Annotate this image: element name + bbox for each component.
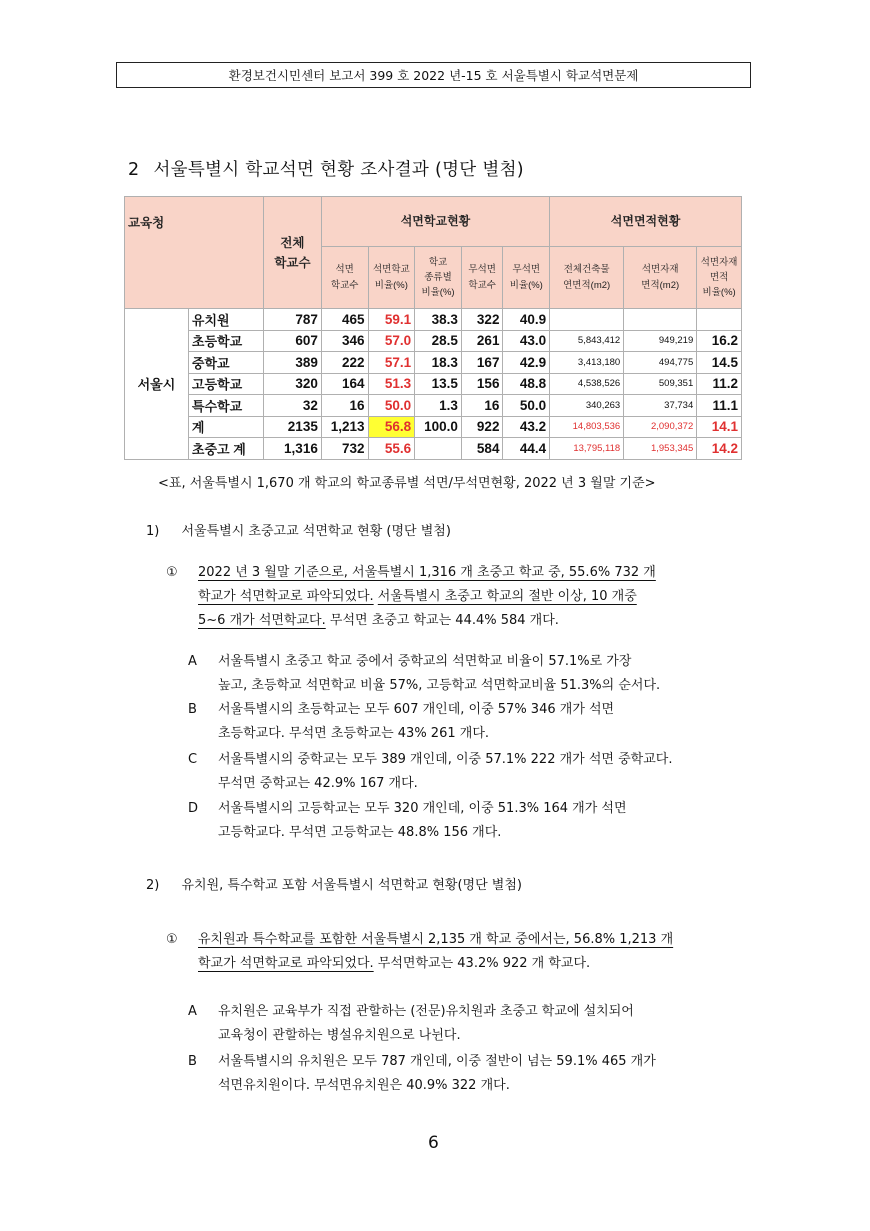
s2-item-a-line-2: 교육청이 관할하는 병설유치원으로 나뉜다. (218, 1028, 461, 1043)
cell-non-asbestos-rate: 42.9 (503, 352, 550, 374)
s1-bullet: ① (166, 565, 178, 580)
s2-item-a-mark: A (188, 1004, 197, 1019)
section-title-text: 서울특별시 학교석면 현황 조사결과 (명단 별첨) (153, 160, 524, 180)
header-asbestos-count: 석면 학교수 (321, 247, 368, 309)
cell-non-asbestos-rate: 50.0 (503, 395, 550, 417)
cell-floor-area: 3,413,180 (550, 352, 624, 374)
row-label: 특수학교 (188, 395, 263, 417)
cell-asbestos-area: 37,734 (624, 395, 697, 417)
s1-item-d-mark: D (188, 801, 199, 816)
cell-area-rate: 14.2 (697, 438, 742, 460)
subsection-1-title: 서울특별시 초중고교 석면학교 현황 (명단 별첨) (181, 524, 451, 539)
cell-total: 787 (264, 309, 322, 331)
row-label: 고등학교 (188, 373, 263, 395)
cell-non-asbestos-rate: 48.8 (503, 373, 550, 395)
asbestos-status-table (124, 196, 742, 460)
s2-item-b-mark: B (188, 1054, 197, 1069)
cell-non-asbestos-rate: 43.0 (503, 330, 550, 352)
cell-type-rate: 38.3 (415, 309, 462, 331)
cell-area-rate: 14.5 (697, 352, 742, 374)
header-floor-area: 전체건축물 연면적(m2) (550, 247, 624, 309)
table-row (125, 330, 742, 352)
row-label: 유치원 (188, 309, 263, 331)
s1-line-2: 학교가 석면학교로 파악되었다. 서울특별시 초중고 학교의 절반 이상, 10 개중 (198, 589, 637, 604)
cell-non-asbestos-rate: 44.4 (503, 438, 550, 460)
s1-item-a-line-1: 서울특별시 초중고 학교 중에서 중학교의 석면학교 비율이 57.1%로 가장 (218, 654, 632, 669)
cell-asbestos-area: 1,953,345 (624, 438, 697, 460)
cell-area-rate (697, 309, 742, 331)
cell-non-asbestos-count: 261 (461, 330, 503, 352)
s1-item-a-mark: A (188, 654, 197, 669)
region-cell: 서울시 (125, 309, 189, 460)
header-area-rate: 석면자재 면적 비율(%) (697, 247, 742, 309)
cell-floor-area: 340,263 (550, 395, 624, 417)
cell-asbestos-area: 2,090,372 (624, 416, 697, 438)
report-header: 환경보건시민센터 보고서 399 호 2022 년-15 호 서울특별시 학교석면문제 (116, 62, 751, 88)
cell-floor-area: 5,843,412 (550, 330, 624, 352)
cell-non-asbestos-count: 584 (461, 438, 503, 460)
cell-area-rate: 11.2 (697, 373, 742, 395)
cell-non-asbestos-count: 922 (461, 416, 503, 438)
s2-bullet: ① (166, 932, 178, 947)
cell-asbestos-rate: 57.1 (368, 352, 415, 374)
subsection-2-number: 2) (146, 878, 160, 893)
table-caption: <표, 서울특별시 1,670 개 학교의 학교종류별 석면/무석면현황, 2022 년 3 월말 기준> (158, 476, 656, 491)
s1-item-b-line-2: 초등학교다. 무석면 초등학교는 43% 261 개다. (218, 726, 490, 741)
s2-line-1: 유치원과 특수학교를 포함한 서울특별시 2,135 개 학교 중에서는, 56.8% 1,213 개 (198, 932, 674, 947)
cell-total: 2135 (264, 416, 322, 438)
cell-asbestos-area: 509,351 (624, 373, 697, 395)
s2-item-b-line-2: 석면유치원이다. 무석면유치원은 40.9% 322 개다. (218, 1078, 510, 1093)
s1-item-b-mark: B (188, 702, 197, 717)
cell-asbestos-count: 222 (321, 352, 368, 374)
cell-total: 320 (264, 373, 322, 395)
row-label: 계 (188, 416, 263, 438)
header-asbestos-area-status: 석면면적현황 (550, 197, 742, 247)
cell-floor-area: 4,538,526 (550, 373, 624, 395)
header-asbestos-rate: 석면학교 비율(%) (368, 247, 415, 309)
cell-total: 389 (264, 352, 322, 374)
cell-asbestos-rate: 50.0 (368, 395, 415, 417)
section-number: 2 (128, 160, 140, 180)
row-label: 초등학교 (188, 330, 263, 352)
cell-asbestos-count: 732 (321, 438, 368, 460)
cell-asbestos-rate: 55.6 (368, 438, 415, 460)
s1-item-a-line-2: 높고, 초등학교 석면학교 비율 57%, 고등학교 석면학교비율 51.3%의 순서다. (218, 678, 661, 693)
cell-non-asbestos-rate: 43.2 (503, 416, 550, 438)
row-label: 초중고 계 (188, 438, 263, 460)
cell-asbestos-area: 949,219 (624, 330, 697, 352)
cell-non-asbestos-count: 156 (461, 373, 503, 395)
cell-total: 1,316 (264, 438, 322, 460)
cell-non-asbestos-count: 322 (461, 309, 503, 331)
cell-type-rate: 1.3 (415, 395, 462, 417)
header-office: 교육청 (125, 197, 264, 309)
subsection-1-heading (146, 520, 451, 544)
s1-line-1: 2022 년 3 월말 기준으로, 서울특별시 1,316 개 초중고 학교 중, 55.6% 732 개 (198, 565, 656, 580)
s2-item-b-line-1: 서울특별시의 유치원은 모두 787 개인데, 이중 절반이 넘는 59.1% 465 개가 (218, 1054, 656, 1069)
header-type-rate: 학교 종류별 비율(%) (415, 247, 462, 309)
cell-asbestos-rate: 56.8 (368, 416, 415, 438)
cell-floor-area: 13,795,118 (550, 438, 624, 460)
s1-item-b-line-1: 서울특별시의 초등학교는 모두 607 개인데, 이중 57% 346 개가 석면 (218, 702, 615, 717)
subsection-2-heading (146, 874, 522, 898)
cell-non-asbestos-count: 167 (461, 352, 503, 374)
table-row (125, 438, 742, 460)
s1-item-c-line-1: 서울특별시의 중학교는 모두 389 개인데, 이중 57.1% 222 개가 석면 중학교다. (218, 752, 673, 767)
cell-type-rate: 100.0 (415, 416, 462, 438)
s2-line-2: 학교가 석면학교로 파악되었다. 무석면학교는 43.2% 922 개 학교다. (198, 956, 591, 971)
cell-total: 607 (264, 330, 322, 352)
cell-asbestos-area: 494,775 (624, 352, 697, 374)
header-asbestos-school-status: 석면학교현황 (321, 197, 549, 247)
s1-item-d-line-1: 서울특별시의 고등학교는 모두 320 개인데, 이중 51.3% 164 개가 석면 (218, 801, 627, 816)
table-row (125, 309, 742, 331)
cell-asbestos-rate: 51.3 (368, 373, 415, 395)
table-row (125, 373, 742, 395)
cell-asbestos-count: 346 (321, 330, 368, 352)
cell-asbestos-rate: 59.1 (368, 309, 415, 331)
s1-item-d-line-2: 고등학교다. 무석면 고등학교는 48.8% 156 개다. (218, 825, 502, 840)
page-number: 6 (428, 1133, 439, 1153)
cell-type-rate (415, 438, 462, 460)
s1-item-c-line-2: 무석면 중학교는 42.9% 167 개다. (218, 776, 418, 791)
cell-asbestos-count: 465 (321, 309, 368, 331)
cell-type-rate: 13.5 (415, 373, 462, 395)
s1-item-c-mark: C (188, 752, 198, 767)
table-row (125, 416, 742, 438)
section-title (128, 156, 524, 181)
cell-area-rate: 11.1 (697, 395, 742, 417)
cell-floor-area: 14,803,536 (550, 416, 624, 438)
subsection-2-title: 유치원, 특수학교 포함 서울특별시 석면학교 현황(명단 별첨) (181, 878, 522, 893)
cell-non-asbestos-rate: 40.9 (503, 309, 550, 331)
subsection-1-number: 1) (146, 524, 160, 539)
cell-area-rate: 16.2 (697, 330, 742, 352)
cell-type-rate: 18.3 (415, 352, 462, 374)
header-total-schools: 전체 학교수 (264, 197, 322, 309)
cell-type-rate: 28.5 (415, 330, 462, 352)
cell-asbestos-count: 164 (321, 373, 368, 395)
header-non-asbestos-count: 무석면 학교수 (461, 247, 503, 309)
table-row (125, 352, 742, 374)
cell-area-rate: 14.1 (697, 416, 742, 438)
header-non-asbestos-rate: 무석면 비율(%) (503, 247, 550, 309)
cell-asbestos-count: 1,213 (321, 416, 368, 438)
row-label: 중학교 (188, 352, 263, 374)
cell-asbestos-count: 16 (321, 395, 368, 417)
cell-asbestos-rate: 57.0 (368, 330, 415, 352)
cell-asbestos-area (624, 309, 697, 331)
table-row (125, 395, 742, 417)
header-asbestos-area: 석면자재 면적(m2) (624, 247, 697, 309)
s2-item-a-line-1: 유치원은 교육부가 직접 관할하는 (전문)유치원과 초중고 학교에 설치되어 (218, 1004, 634, 1019)
cell-total: 32 (264, 395, 322, 417)
cell-non-asbestos-count: 16 (461, 395, 503, 417)
s1-line-3: 5~6 개가 석면학교다. 무석면 초중고 학교는 44.4% 584 개다. (198, 613, 559, 628)
cell-floor-area (550, 309, 624, 331)
